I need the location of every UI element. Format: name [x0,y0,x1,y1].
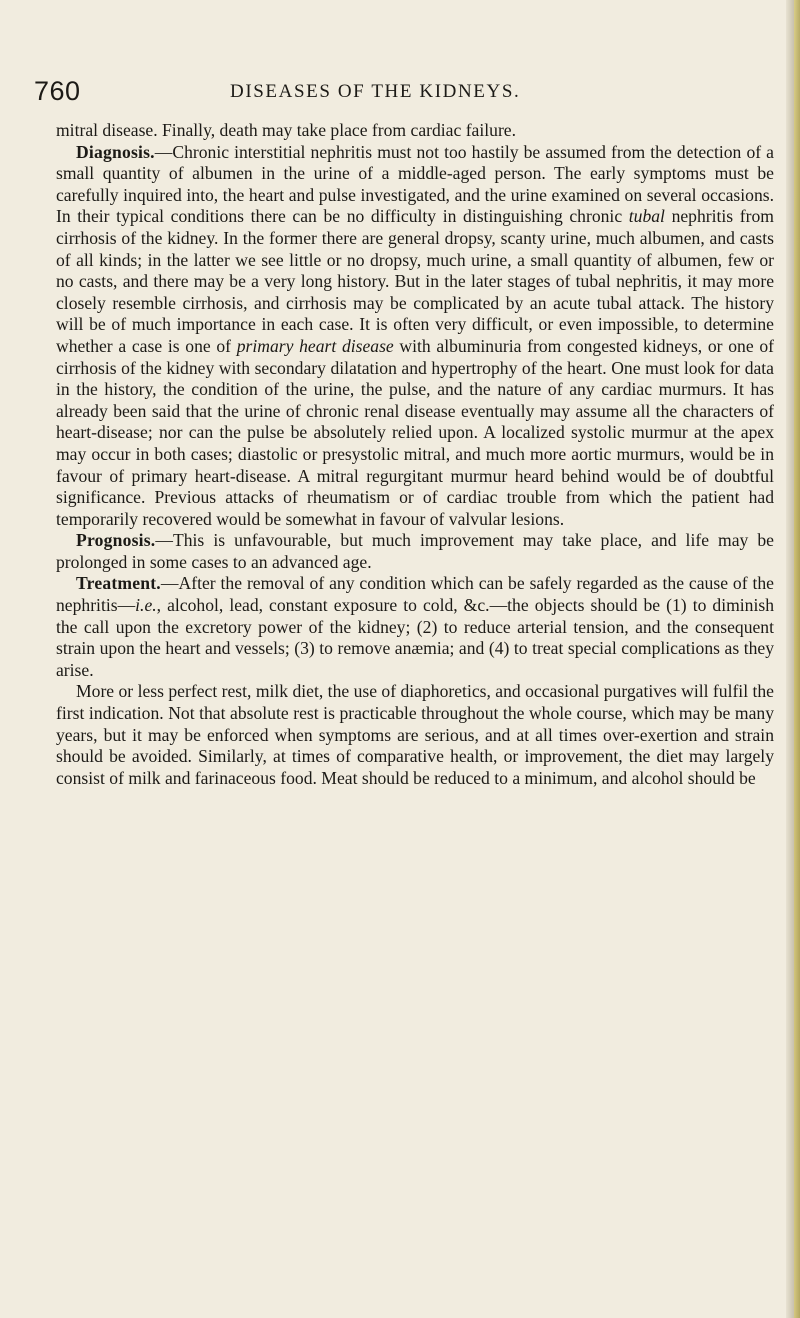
text-segment: More or less perfect rest, milk diet, the use of diaphoretics, and occasional purgatives will fulfil the first indication. Not that absolute rest is practicable throughout the whole course, which may be many years, but it may be enforced when symptoms are serious, and at all times over-exertion and strain should be avoided. Similarly, at times of comparative health, or improvement, the diet may largely consist of milk and farinaceous food. Meat should be reduced to a minimum, and alcohol should be [56,681,774,788]
text-segment: —This is unfavourable, but much improvement may take place, and life may be prolonged in some cases to an advanced age. [56,530,774,572]
section-heading-diagnosis: Diagnosis. [76,141,155,162]
text-segment: with albuminuria from congested kidneys, or one of cirrhosis of the kidney with secondary dilatation and hypertrophy of the heart. One must look for data in the history, the condition of the urine, the pulse, and the nature of any cardiac murmurs. It has already been said that the urine of chronic renal disease eventually may assume all the characters of heart-disease; nor can the pulse be absolutely relied upon. A localized systolic murmur at the apex may occur in both cases; diastolic or presystolic mitral, and much more aortic murmurs, would be in favour of primary heart-disease. A mitral regurgitant murmur heard behind would be of doubtful significance. Previous attacks of rheumatism or of cardiac trouble from which the patient had temporarily recovered would be somewhat in favour of valvular lesions. [56,335,774,529]
paragraph-treatment-continued [56,681,774,789]
paragraph-prognosis [56,530,774,573]
italic-segment: i.e. [135,595,157,616]
section-heading-treatment: Treatment. [76,573,161,594]
text-segment: —Chronic interstitial nephritis must not too hastily be assumed from the detection of a small quantity of albumen in the urine of a middle-aged person. The early symptoms must be carefully inquired into, the heart and pulse investigated, and the urine examined on several occasions. In their typical conditions there can be no difficulty in distinguishing chronic [56,141,774,227]
paragraph-diagnosis [56,142,774,531]
running-title: DISEASES OF THE KIDNEYS. [230,81,521,102]
paragraph-treatment [56,573,774,681]
italic-segment: tubal [628,206,665,227]
text-segment: nephritis from cirrhosis of the kidney. In the former there are general dropsy, scanty urine, much albumen, and casts of all kinds; in the latter we see little or no dropsy, much urine, a small quantity of albumen, few or no casts, and there may be a very long history. But in the later stages of tubal nephritis, it may more closely resemble cirrhosis, and cirrhosis may be complicated by an acute tubal attack. The history will be of much importance in each case. It is often very difficult, or even impossible, to determine whether a case is one of [56,206,774,356]
italic-segment: primary heart disease [236,335,394,356]
text-segment: , alcohol, lead, constant exposure to cold, &c.—the objects should be (1) to diminish the call upon the excretory power of the kidney; (2) to reduce arterial tension, and the consequent strain upon the heart and vessels; (3) to remove anæmia; and (4) to treat special complications as they arise. [56,595,774,680]
body-text [56,120,774,789]
paragraph-continuation [56,120,774,142]
text-segment: mitral disease. Finally, death may take place from cardiac failure. [56,120,517,140]
page-header [34,76,774,110]
page-edge-tint [794,0,800,1318]
section-heading-prognosis: Prognosis. [76,530,156,551]
text-segment: —After the removal of any condition which can be safely regarded as the cause of the nephritis— [56,573,774,616]
page-number: 760 [34,76,81,106]
